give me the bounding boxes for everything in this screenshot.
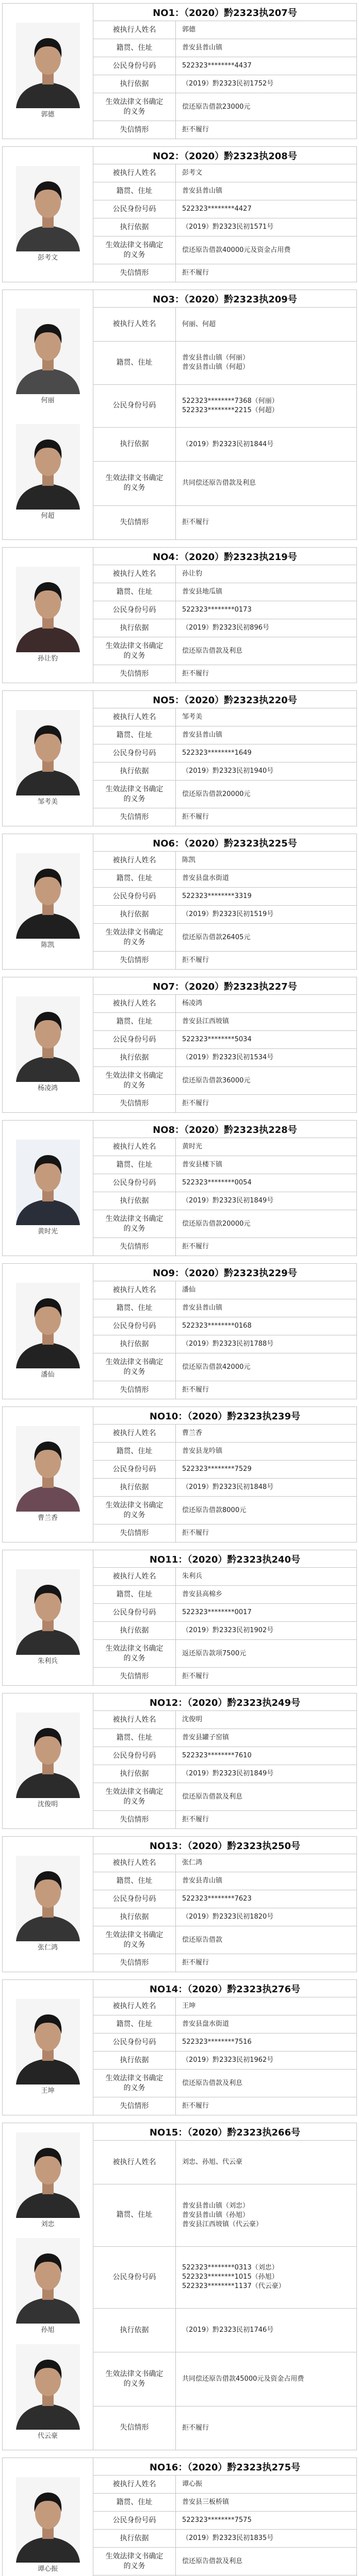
portrait-photo [16, 1426, 80, 1512]
value-id: 522323********7368（何丽） 522323********2215（何超） [176, 385, 356, 428]
value-name: 刘忠、孙旭、代云豪 [176, 2141, 356, 2184]
label-status: 失信情形 [93, 1524, 176, 1542]
person-figure [16, 424, 80, 521]
value-obligation: 偿还原告借款26405元 [176, 924, 356, 952]
label-basis: 执行依据 [93, 906, 176, 924]
value-address: 普安县罐子窑镇 [176, 1729, 356, 1747]
photo-column [3, 1264, 93, 1399]
value-obligation: 偿还原告借款42000元 [176, 1353, 356, 1381]
label-basis: 执行依据 [93, 75, 176, 93]
label-status: 失信情形 [93, 1381, 176, 1399]
person-name-caption: 潘仙 [41, 1371, 55, 1379]
value-obligation: 偿还原告借款36000元 [176, 1067, 356, 1095]
portrait-photo [16, 710, 80, 795]
label-basis: 执行依据 [93, 1192, 176, 1210]
label-id: 公民身份号码 [93, 1317, 176, 1335]
label-name: 被执行人姓名 [93, 164, 176, 182]
value-id: 522323********0017 [176, 1604, 356, 1622]
value-name: 朱利兵 [176, 1568, 356, 1586]
value-name: 孙让豹 [176, 565, 356, 583]
record-case-number: NO13：（2020）黔2323执250号 [93, 1837, 356, 1854]
value-id: 522323********7575 [176, 2512, 356, 2530]
label-obligation: 生效法律文书确定的义务 [93, 1353, 176, 1381]
record-case-number: NO14：（2020）黔2323执276号 [93, 1980, 356, 1997]
record-card [2, 2123, 357, 2450]
photo-column [3, 290, 93, 539]
value-id: 522323********3319 [176, 888, 356, 906]
label-obligation: 生效法律文书确定的义务 [93, 781, 176, 808]
record-case-number: NO1：（2020）黔2323执207号 [93, 4, 356, 21]
record-case-number: NO3：（2020）黔2323执209号 [93, 290, 356, 308]
label-address: 籍贯、住址 [93, 1299, 176, 1317]
label-address: 籍贯、住址 [93, 2184, 176, 2246]
value-obligation: 共同偿还原告借款及利息 [176, 462, 356, 505]
value-basis: （2019）黔2323民初1848号 [176, 1479, 356, 1497]
label-basis: 执行依据 [93, 1622, 176, 1640]
label-basis: 执行依据 [93, 1479, 176, 1497]
value-address: 普安县三板桥镇 [176, 2494, 356, 2512]
label-id: 公民身份号码 [93, 1174, 176, 1192]
label-obligation: 生效法律文书确定的义务 [93, 924, 176, 952]
label-status: 失信情形 [93, 665, 176, 683]
value-address: 普安县普山镇（刘忠） 普安县普山镇（孙旭） 普安县江西坡镇（代云豪） [176, 2184, 356, 2246]
value-address: 普安县地瓜镇 [176, 583, 356, 601]
person-figure [16, 309, 80, 405]
value-basis: （2019）黔2323民初1844号 [176, 428, 356, 462]
value-name: 郭德 [176, 21, 356, 39]
value-id: 522323********7529 [176, 1461, 356, 1479]
photo-column [3, 2123, 93, 2450]
record-case-number: NO2：（2020）黔2323执208号 [93, 147, 356, 164]
person-figure [16, 2132, 80, 2229]
value-obligation: 偿还原告借款及利息 [176, 637, 356, 665]
value-status: 拒不履行 [182, 956, 209, 964]
value-address: 普安县普山镇（何丽） 普安县普山镇（何超） [176, 342, 356, 384]
person-name-caption: 黄时光 [37, 1228, 58, 1235]
photo-column [3, 2458, 93, 2576]
person-name-caption: 张仁鸿 [37, 1944, 58, 1952]
label-address: 籍贯、住址 [93, 1729, 176, 1747]
value-status: 拒不履行 [182, 1243, 209, 1250]
record-card [2, 1550, 357, 1686]
value-address: 普安县普山镇 [176, 182, 356, 200]
person-name-caption: 邹考美 [37, 798, 58, 806]
value-obligation: 偿还原告借款20000元 [176, 781, 356, 808]
value-name: 陈凯 [176, 852, 356, 870]
value-obligation: 偿还原告借款8000元 [176, 1497, 356, 1524]
portrait-photo [16, 2477, 80, 2563]
label-basis: 执行依据 [93, 1049, 176, 1067]
photo-column [3, 1407, 93, 1542]
label-id: 公民身份号码 [93, 888, 176, 906]
label-id: 公民身份号码 [93, 1031, 176, 1049]
label-basis: 执行依据 [93, 428, 176, 462]
label-id: 公民身份号码 [93, 744, 176, 762]
value-status: 拒不履行 [182, 1099, 209, 1107]
portrait-photo [16, 996, 80, 1082]
label-id: 公民身份号码 [93, 601, 176, 619]
label-status: 失信情形 [93, 1095, 176, 1112]
label-status: 失信情形 [93, 1668, 176, 1685]
label-name: 被执行人姓名 [93, 2476, 176, 2494]
label-status: 失信情形 [93, 264, 176, 282]
value-name: 杨凌鸿 [176, 995, 356, 1013]
record-case-number: NO4：（2020）黔2323执219号 [93, 548, 356, 565]
value-name: 谭心振 [176, 2476, 356, 2494]
record-case-number: NO6：（2020）黔2323执225号 [93, 834, 356, 852]
value-basis: （2019）黔2323民初1902号 [176, 1622, 356, 1640]
label-name: 被执行人姓名 [93, 1854, 176, 1872]
label-id: 公民身份号码 [93, 385, 176, 428]
photo-column [3, 1980, 93, 2115]
person-name-caption: 朱利兵 [37, 1657, 58, 1665]
photo-column [3, 4, 93, 139]
value-address: 普安县楼下镇 [176, 1156, 356, 1174]
record-case-number: NO15：（2020）黔2323执266号 [93, 2123, 356, 2141]
person-name-caption: 谭心振 [37, 2565, 58, 2573]
person-name-caption: 杨凌鸿 [37, 1084, 58, 1092]
portrait-photo [16, 2344, 80, 2430]
value-status: 拒不履行 [182, 2102, 209, 2110]
value-address: 普安县盘水街道 [176, 2015, 356, 2033]
person-figure [16, 23, 80, 120]
value-basis: （2019）黔2323民初1746号 [176, 2309, 356, 2352]
record-card [2, 1693, 357, 1829]
value-name: 王坤 [176, 1997, 356, 2015]
value-name: 沈俊明 [176, 1711, 356, 1729]
value-id: 522323********4437 [176, 57, 356, 75]
value-basis: （2019）黔2323民初1849号 [176, 1765, 356, 1783]
label-status: 失信情形 [93, 1811, 176, 1828]
label-obligation: 生效法律文书确定的义务 [93, 637, 176, 665]
value-id: 522323********7516 [176, 2033, 356, 2052]
label-name: 被执行人姓名 [93, 565, 176, 583]
label-basis: 执行依据 [93, 2530, 176, 2548]
label-obligation: 生效法律文书确定的义务 [93, 2548, 176, 2575]
value-address: 普安县普山镇 [176, 39, 356, 57]
portrait-photo [16, 1283, 80, 1368]
value-address: 普安县普山镇 [176, 726, 356, 744]
value-basis: （2019）黔2323民初1962号 [176, 2052, 356, 2070]
value-status: 拒不履行 [182, 1959, 209, 1967]
person-name-caption: 沈俊明 [37, 1801, 58, 1808]
value-status: 拒不履行 [182, 813, 209, 821]
value-status: 拒不履行 [182, 1672, 209, 1680]
label-status: 失信情形 [93, 2406, 176, 2450]
value-basis: （2019）黔2323民初1788号 [176, 1335, 356, 1353]
record-case-number: NO5：（2020）黔2323执220号 [93, 691, 356, 708]
photo-column [3, 1121, 93, 1256]
record-case-number: NO7：（2020）黔2323执227号 [93, 977, 356, 995]
record-case-number: NO9：（2020）黔2323执229号 [93, 1264, 356, 1281]
label-id: 公民身份号码 [93, 2247, 176, 2309]
record-card [2, 1263, 357, 1399]
portrait-photo [16, 853, 80, 939]
value-id: 522323********4427 [176, 200, 356, 218]
label-basis: 执行依据 [93, 218, 176, 236]
label-obligation: 生效法律文书确定的义务 [93, 1783, 176, 1811]
value-address: 普安县青山镇 [176, 1872, 356, 1890]
portrait-photo [16, 1713, 80, 1798]
portrait-photo [16, 567, 80, 652]
value-address: 普安县高棉乡 [176, 1586, 356, 1604]
label-obligation: 生效法律文书确定的义务 [93, 1210, 176, 1238]
label-name: 被执行人姓名 [93, 1711, 176, 1729]
record-card [2, 1979, 357, 2115]
label-id: 公民身份号码 [93, 2033, 176, 2052]
value-address: 普安县盘水街道 [176, 870, 356, 888]
person-name-caption: 彭考文 [37, 254, 58, 262]
value-status: 拒不履行 [182, 269, 209, 277]
value-obligation: 偿还原告借款40000元及资金占用费 [176, 236, 356, 264]
label-name: 被执行人姓名 [93, 1425, 176, 1443]
record-case-number: NO11：（2020）黔2323执240号 [93, 1550, 356, 1568]
portrait-photo [16, 1856, 80, 1941]
value-id: 522323********5034 [176, 1031, 356, 1049]
label-status: 失信情形 [93, 1238, 176, 1256]
label-name: 被执行人姓名 [93, 308, 176, 342]
label-obligation: 生效法律文书确定的义务 [93, 1067, 176, 1095]
person-figure [16, 567, 80, 664]
value-basis: （2019）黔2323民初1940号 [176, 762, 356, 781]
value-status: 拒不履行 [182, 126, 209, 133]
person-figure [16, 1426, 80, 1523]
label-id: 公民身份号码 [93, 200, 176, 218]
label-status: 失信情形 [93, 2097, 176, 2115]
person-figure [16, 1283, 80, 1380]
label-status: 失信情形 [93, 506, 176, 539]
value-id: 522323********7610 [176, 1747, 356, 1765]
record-case-number: NO16：（2020）黔2323执275号 [93, 2458, 356, 2476]
label-id: 公民身份号码 [93, 1747, 176, 1765]
photo-column [3, 834, 93, 969]
person-name-caption: 陈凯 [41, 941, 55, 949]
label-address: 籍贯、住址 [93, 2494, 176, 2512]
label-basis: 执行依据 [93, 619, 176, 637]
value-basis: （2019）黔2323民初896号 [176, 619, 356, 637]
value-obligation: 偿还原告借款及利息 [176, 2070, 356, 2097]
value-basis: （2019）黔2323民初1820号 [176, 1908, 356, 1926]
value-status: 拒不履行 [182, 2424, 209, 2432]
label-address: 籍贯、住址 [93, 1156, 176, 1174]
label-basis: 执行依据 [93, 2309, 176, 2352]
label-address: 籍贯、住址 [93, 1013, 176, 1031]
label-obligation: 生效法律文书确定的义务 [93, 2070, 176, 2097]
label-name: 被执行人姓名 [93, 708, 176, 726]
label-address: 籍贯、住址 [93, 342, 176, 384]
value-status: 拒不履行 [182, 1386, 209, 1394]
value-obligation: 返还原告款项7500元 [176, 1640, 356, 1668]
person-figure [16, 1569, 80, 1666]
record-case-number: NO10：（2020）黔2323执239号 [93, 1407, 356, 1425]
label-name: 被执行人姓名 [93, 852, 176, 870]
portrait-photo [16, 2238, 80, 2324]
record-card [2, 1120, 357, 1256]
label-address: 籍贯、住址 [93, 726, 176, 744]
value-obligation: 共同偿还原告借款45000元及资金占用费 [176, 2352, 356, 2406]
value-basis: （2019）黔2323民初1534号 [176, 1049, 356, 1067]
portrait-photo [16, 309, 80, 394]
person-name-caption: 何丽 [41, 397, 55, 404]
value-name: 何丽、何超 [176, 308, 356, 342]
label-address: 籍贯、住址 [93, 1443, 176, 1461]
value-status: 拒不履行 [182, 1816, 209, 1823]
portrait-photo [16, 424, 80, 510]
value-status: 拒不履行 [182, 670, 209, 677]
portrait-photo [16, 1140, 80, 1225]
value-name: 邹考美 [176, 708, 356, 726]
label-status: 失信情形 [93, 1954, 176, 1972]
portrait-photo [16, 1569, 80, 1655]
label-obligation: 生效法律文书确定的义务 [93, 1497, 176, 1524]
label-status: 失信情形 [93, 121, 176, 139]
person-figure [16, 2344, 80, 2441]
value-basis: （2019）黔2323民初1571号 [176, 218, 356, 236]
portrait-photo [16, 2132, 80, 2218]
label-address: 籍贯、住址 [93, 2015, 176, 2033]
portrait-photo [16, 166, 80, 251]
value-basis: （2019）黔2323民初1519号 [176, 906, 356, 924]
value-id: 522323********7623 [176, 1890, 356, 1908]
person-figure [16, 710, 80, 807]
label-id: 公民身份号码 [93, 2512, 176, 2530]
person-figure [16, 166, 80, 263]
person-figure [16, 1713, 80, 1809]
label-name: 被执行人姓名 [93, 1138, 176, 1156]
label-name: 被执行人姓名 [93, 1568, 176, 1586]
value-basis: （2019）黔2323民初1849号 [176, 1192, 356, 1210]
label-status: 失信情形 [93, 808, 176, 826]
value-name: 黄时光 [176, 1138, 356, 1156]
label-name: 被执行人姓名 [93, 995, 176, 1013]
record-card [2, 547, 357, 683]
value-obligation: 偿还原告借款20000元 [176, 1210, 356, 1238]
photo-column [3, 1693, 93, 1828]
photo-column [3, 977, 93, 1112]
person-figure [16, 1140, 80, 1236]
person-name-caption: 代云豪 [37, 2432, 58, 2440]
label-id: 公民身份号码 [93, 1604, 176, 1622]
label-obligation: 生效法律文书确定的义务 [93, 1640, 176, 1668]
person-name-caption: 刘忠 [41, 2220, 55, 2228]
person-name-caption: 孙旭 [41, 2326, 55, 2334]
record-card [2, 977, 357, 1113]
label-basis: 执行依据 [93, 1335, 176, 1353]
photo-column [3, 1837, 93, 1972]
record-card [2, 690, 357, 826]
value-obligation: 偿还原告借款及利息 [176, 1783, 356, 1811]
label-name: 被执行人姓名 [93, 21, 176, 39]
record-case-number: NO8：（2020）黔2323执228号 [93, 1121, 356, 1138]
label-obligation: 生效法律文书确定的义务 [93, 1926, 176, 1954]
label-address: 籍贯、住址 [93, 1872, 176, 1890]
label-address: 籍贯、住址 [93, 583, 176, 601]
photo-column [3, 548, 93, 683]
label-address: 籍贯、住址 [93, 39, 176, 57]
value-basis: （2019）黔2323民初1752号 [176, 75, 356, 93]
value-name: 曹兰香 [176, 1425, 356, 1443]
record-card [2, 1836, 357, 1972]
label-address: 籍贯、住址 [93, 182, 176, 200]
value-id: 522323********0168 [176, 1317, 356, 1335]
value-obligation: 偿还原告借款 [176, 1926, 356, 1954]
label-name: 被执行人姓名 [93, 2141, 176, 2184]
label-name: 被执行人姓名 [93, 1281, 176, 1299]
value-name: 潘仙 [176, 1281, 356, 1299]
record-card [2, 146, 357, 282]
person-name-caption: 曹兰香 [37, 1514, 58, 1522]
value-basis: （2019）黔2323民初1835号 [176, 2530, 356, 2548]
person-figure [16, 1856, 80, 1953]
value-obligation: 偿还原告借款及利息 [176, 2548, 356, 2575]
value-address: 普安县普山镇 [176, 1299, 356, 1317]
person-name-caption: 王坤 [41, 2087, 55, 2095]
photo-column [3, 147, 93, 282]
record-card [2, 1406, 357, 1543]
person-figure [16, 2238, 80, 2335]
label-obligation: 生效法律文书确定的义务 [93, 93, 176, 121]
value-id: 522323********1649 [176, 744, 356, 762]
person-name-caption: 郭德 [41, 111, 55, 118]
person-name-caption: 孙让豹 [37, 655, 58, 663]
label-address: 籍贯、住址 [93, 870, 176, 888]
record-list [2, 3, 357, 2576]
record-card [2, 3, 357, 139]
label-obligation: 生效法律文书确定的义务 [93, 236, 176, 264]
value-status: 拒不履行 [182, 518, 209, 527]
value-name: 彭考文 [176, 164, 356, 182]
value-obligation: 偿还原告借款23000元 [176, 93, 356, 121]
record-card [2, 290, 357, 540]
label-basis: 执行依据 [93, 1765, 176, 1783]
label-address: 籍贯、住址 [93, 1586, 176, 1604]
value-status: 拒不履行 [182, 1529, 209, 1537]
person-name-caption: 何超 [41, 512, 55, 520]
person-figure [16, 853, 80, 950]
value-id: 522323********0313（刘忠） 522323********1015（孙旭） 522323********1137（代云豪） [176, 2247, 356, 2309]
portrait-photo [16, 1999, 80, 2084]
label-basis: 执行依据 [93, 2052, 176, 2070]
photo-column [3, 1550, 93, 1685]
value-id: 522323********0054 [176, 1174, 356, 1192]
label-status: 失信情形 [93, 952, 176, 969]
record-card [2, 834, 357, 970]
value-name: 张仁鸿 [176, 1854, 356, 1872]
label-id: 公民身份号码 [93, 1461, 176, 1479]
person-figure [16, 1999, 80, 2096]
label-obligation: 生效法律文书确定的义务 [93, 2352, 176, 2406]
photo-column [3, 691, 93, 826]
value-address: 普安县龙吟镇 [176, 1443, 356, 1461]
label-id: 公民身份号码 [93, 1890, 176, 1908]
record-card [2, 2458, 357, 2576]
label-name: 被执行人姓名 [93, 1997, 176, 2015]
person-figure [16, 2477, 80, 2574]
label-basis: 执行依据 [93, 1908, 176, 1926]
person-figure [16, 996, 80, 1093]
label-obligation: 生效法律文书确定的义务 [93, 462, 176, 505]
label-basis: 执行依据 [93, 762, 176, 781]
portrait-photo [16, 23, 80, 108]
value-id: 522323********0173 [176, 601, 356, 619]
record-case-number: NO12：（2020）黔2323执249号 [93, 1693, 356, 1711]
label-id: 公民身份号码 [93, 57, 176, 75]
value-address: 普安县江西坡镇 [176, 1013, 356, 1031]
